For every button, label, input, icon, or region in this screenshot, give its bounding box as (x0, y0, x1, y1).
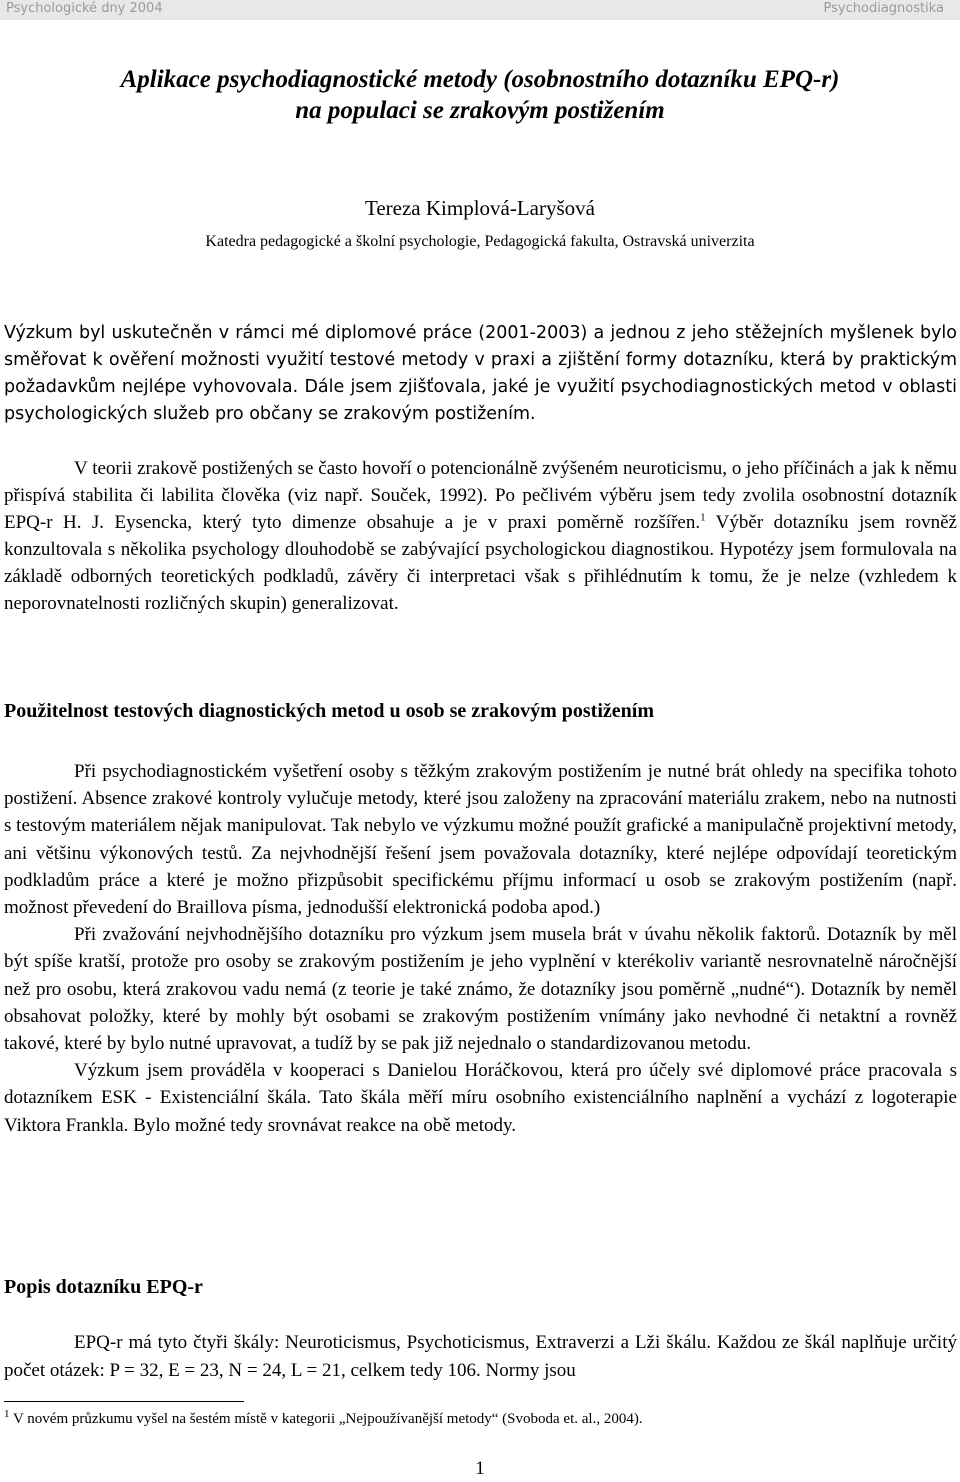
footnote-mark: 1 (4, 1408, 10, 1420)
footnote-reference: 1 (700, 511, 706, 524)
author-affiliation: Katedra pedagogické a školní psychologie, Pedagogická fakulta, Ostravská univerzita (205, 233, 755, 250)
header-conference: Psychologické dny 2004 (6, 1, 163, 16)
paper-title-line-2: na populaci se zrakovým postižením (295, 97, 665, 124)
page-number: 1 (475, 1458, 485, 1479)
intro-text-b: Dále jsem zjišťovala, jaké je využití psychodiagnostických metod v oblasti psychologických služeb pro občany se zrakovým postižením. (4, 377, 957, 424)
author-name: Tereza Kimplová-Laryšová (364, 196, 595, 220)
intro-text-d: Výběr dotazníku jsem rovněž konzultovala s několika psychology dlouhodobě se zabývající psychologickou diagnostikou. Hypotézy jsem formulovala na základě odborných teoretických podkladů, závěry či interpretaci však s přihlédnutím k tomu, že je nelze (vzhledem k neporovnatelnosti rozličných skupin) generalizovat. (4, 512, 957, 614)
section-heading-usability: Použitelnost testových diagnostických metod u osob se zrakovým postižením (4, 700, 654, 722)
intro-section (4, 320, 957, 428)
intro-text-a: Výzkum byl uskutečněn v rámci mé diplomové práce (2001-2003) a jednou z jeho stěžejních myšlenek bylo směřovat k ověření možnosti využití testové metody v praxi a zjištění formy dotazníku, která by praktickým požadavkům nejlépe vyhovovala. (4, 323, 957, 397)
running-header (0, 0, 960, 20)
usability-paragraph-3: Výzkum jsem prováděla v kooperaci s Danielou Horáčkovou, která pro účely své diplomové práce pracovala s dotazníkem ESK - Existenciální škála. Tato škála měří míru osobního existenciálního naplnění a vychází z logoterapie Viktora Frankla. Bylo možné tedy srovnávat reakce na obě metody. (4, 1060, 957, 1136)
intro-paragraph-2 (4, 455, 957, 617)
intro-text-c: V teorii zrakově postižených se často hovoří o potencionálně zvýšeném neuroticismu, o jeho příčinách a jak k němu přispívá stabilita či labilita člověka (viz např. Souček, 1992). Po pečlivém výběru jsem tedy zvolila osobnostní dotazník EPQ-r H. J. Eysencka, který tyto dimenze obsahuje a je v praxi poměrně rozšířen. (4, 458, 957, 533)
intro-section-2 (4, 455, 957, 617)
intro-paragraph-1 (4, 320, 957, 428)
header-section: Psychodiagnostika (823, 1, 944, 16)
epq-paragraph-1: EPQ-r má tyto čtyři škály: Neuroticismus, Psychoticismus, Extraverzi a Lži škálu. Každou ze škál naplňuje určitý počet otázek: P = 32, E = 23, N = 24, L = 21, celkem tedy 106. Normy jsou (4, 1332, 957, 1381)
paper-title-line-1: Aplikace psychodiagnostické metody (osobnostního dotazníku EPQ-r) (120, 66, 840, 93)
usability-paragraph-2: Při zvažování nejvhodnějšího dotazníku pro výzkum jsem musela brát v úvahu několik faktorů. Dotazník by měl být spíše kratší, protože pro osoby se zrakovým postižením je jeho vyplnění v kterékoliv variantě nesrovnatelně náročnější než pro osobu, která zrakovou vadu nemá (z teorie je také známo, že dotazníky jsou poměrně „nudné“). Dotazník by neměl obsahovat položky, které by mohly být osobami se zrakovým postižením vnímány jako nevhodné či netaktní a rovněž takové, které by bylo nutné upravovat, a tudíž by se pak již nejednalo o standardizovanou metodu. (4, 924, 957, 1055)
footnote-divider (4, 1401, 244, 1402)
section-heading-epq-description: Popis dotazníku EPQ-r (4, 1276, 203, 1298)
footnote-text: V novém průzkumu vyšel na šestém místě v kategorii „Nejpoužívanější metody“ (Svoboda et. al., 2004). (9, 1411, 643, 1427)
footnote (4, 1409, 954, 1429)
section-epq-body (4, 1329, 957, 1385)
usability-paragraph-1: Při psychodiagnostickém vyšetření osoby s těžkým zrakovým postižením je nutné brát ohledy na specifika tohoto postižení. Absence zrakové kontroly vylučuje metody, které jsou založeny na zpracování materiálu zrakem, nebo na nutnosti s testovým materiálem nějak manipulovat. Tak nebylo ve výzkumu možné použít grafické a manipulačně projektivní metody, ani většinu výkonových testů. Za nejvhodnější řešení jsem považovala dotazníky, které nejlépe odpovídají teoretickým podkladům práce a které je možno přizpůsobit specifickému příjmu informací u osob se zrakovým postižením (např. možnost převedení do Braillova písma, jednodušší elektronická podoba apod.) (4, 761, 957, 919)
section-usability-body (4, 758, 957, 1139)
